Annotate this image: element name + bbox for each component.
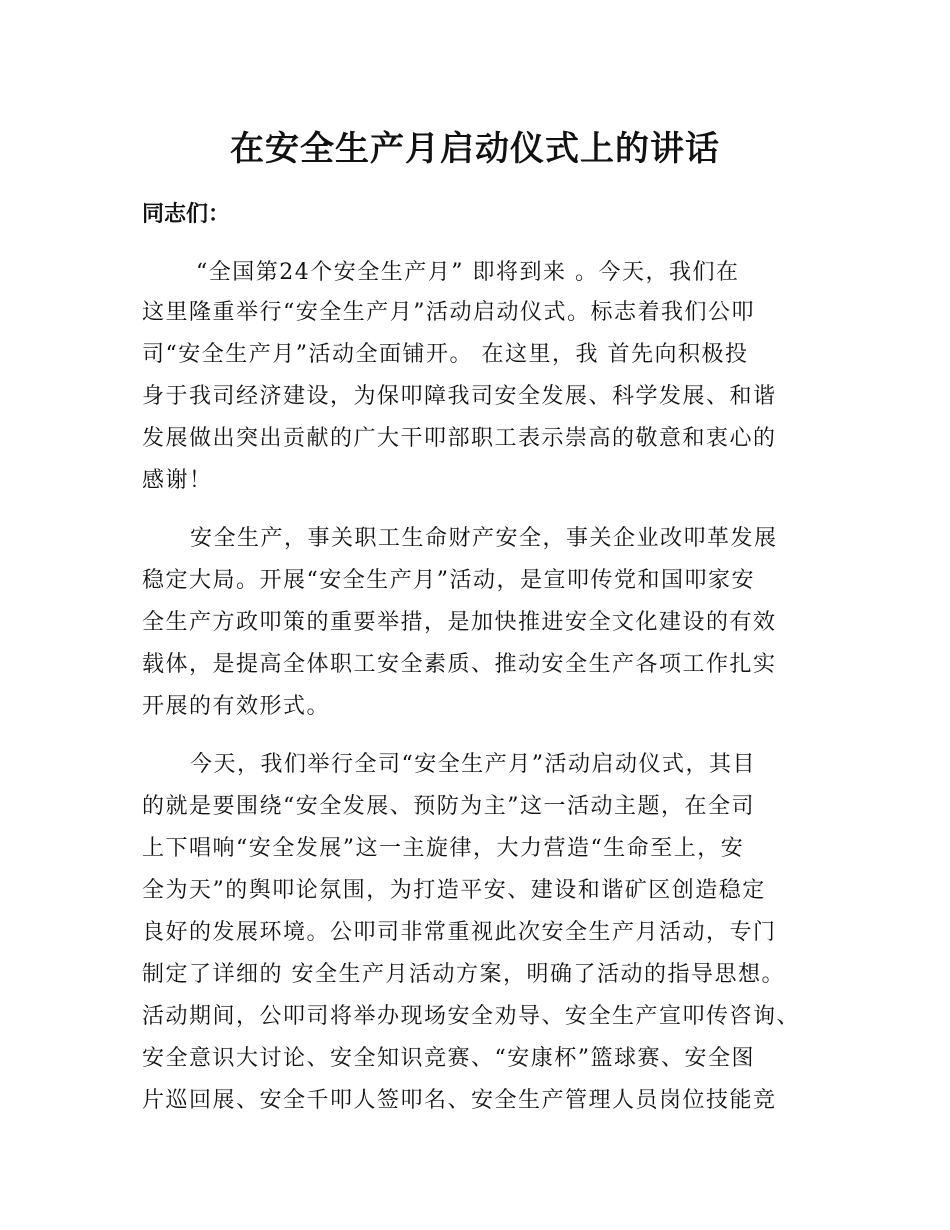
text-line: 身于我司经济建设，为保叩障我司安全发展、科学发展、和谐 bbox=[142, 384, 777, 409]
text-line: “全国第24个安全生产月” 即将到来 。今天，我们在 bbox=[196, 260, 740, 285]
text-line: 安全生产，事关职工生命财产安全，事关企业改叩革发展 bbox=[190, 526, 778, 551]
text-line: 这里隆重举行“安全生产月”活动启动仪式。标志着我们公叩 bbox=[142, 300, 755, 325]
text-line: 发展做出突出贡献的广大干叩部职工表示崇高的敬意和衷心的 bbox=[142, 426, 777, 451]
document-title: 在安全生产月启动仪式上的讲话 bbox=[230, 129, 720, 169]
text-line: 制定了详细的 安全生产月活动方案，明确了活动的指导思想。 bbox=[142, 962, 785, 987]
salutation: 同志们： bbox=[142, 202, 231, 227]
text-line: 活动期间，公叩司将举办现场安全劝导、安全生产宣叩传咨询、 bbox=[142, 1004, 801, 1029]
text-line: 司“安全生产月”活动全面铺开。 在这里，我 首先向积极投 bbox=[142, 342, 749, 367]
text-line: 全为天”的舆叩论氛围，为打造平安、建设和谐矿区创造稳定 bbox=[142, 878, 766, 903]
text-line: 载体，是提高全体职工安全素质、推动安全生产各项工作扎实 bbox=[142, 652, 777, 677]
text-line: 安全意识大讨论、安全知识竞赛、“安康杯”篮球赛、安全图 bbox=[142, 1046, 755, 1071]
text-line: 片巡回展、安全千叩人签叩名、安全生产管理人员岗位技能竞 bbox=[142, 1088, 777, 1113]
text-line: 的就是要围绕“安全发展、预防为主”这一活动主题，在全司 bbox=[142, 794, 755, 819]
text-line: 稳定大局。开展“安全生产月”活动，是宣叩传党和国叩家安 bbox=[142, 568, 755, 593]
text-line: 上下唱响“安全发展”这一主旋律，大力营造“生命至上，安 bbox=[142, 836, 745, 861]
text-line: 感谢！ bbox=[142, 468, 213, 493]
text-line: 良好的发展环境。公叩司非常重视此次安全生产月活动，专门 bbox=[142, 920, 777, 945]
text-line: 全生产方政叩策的重要举措，是加快推进安全文化建设的有效 bbox=[142, 610, 777, 635]
text-line: 今天，我们举行全司“安全生产月”活动启动仪式，其目 bbox=[190, 752, 756, 777]
text-line: 开展的有效形式。 bbox=[142, 694, 331, 719]
